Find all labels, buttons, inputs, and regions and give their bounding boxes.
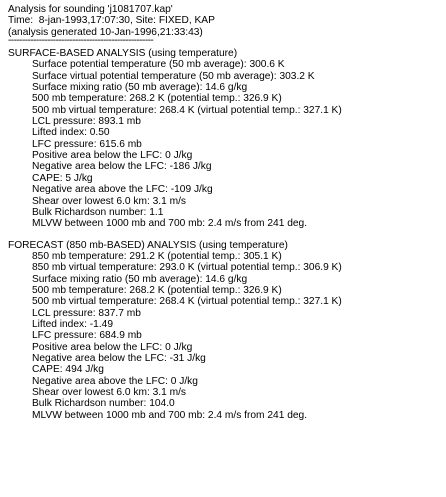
forecast-line: 850 mb temperature: 291.2 K (potential temp.: 305.1 K) [32, 250, 282, 262]
forecast-line: 500 mb virtual temperature: 268.4 K (virtual potential temp.: 327.1 K) [32, 296, 342, 308]
time-site-line: Time: 8-jan-1993,17:07:30, Site: FIXED, KAP [8, 15, 215, 27]
surface-line: Bulk Richardson number: 1.1 [32, 206, 164, 218]
surface-line: LCL pressure: 893.1 mb [32, 116, 141, 128]
forecast-line: Bulk Richardson number: 104.0 [32, 398, 175, 410]
separator-rule: ---------------------------------------------------- [8, 35, 154, 47]
surface-line: Shear over lowest 6.0 km: 3.1 m/s [32, 195, 187, 207]
surface-line: MLVW between 1000 mb and 700 mb: 2.4 m/s from 241 deg. [32, 218, 308, 230]
forecast-line: LCL pressure: 837.7 mb [32, 307, 141, 319]
analysis-report [8, 4, 444, 421]
surface-line: CAPE: 5 J/kg [32, 172, 93, 184]
forecast-line: Shear over lowest 6.0 km: 3.1 m/s [32, 387, 187, 398]
surface-line: 500 mb virtual temperature: 268.4 K (virtual potential temp.: 327.1 K) [32, 104, 342, 116]
surface-line: Lifted index: 0.50 [32, 127, 110, 139]
forecast-line: CAPE: 494 J/kg [32, 364, 104, 376]
forecast-line: Negative area above the LFC: 0 J/kg [32, 375, 198, 387]
surface-section [8, 59, 444, 229]
forecast-line: LFC pressure: 684.9 mb [32, 330, 142, 342]
forecast-line: 500 mb temperature: 268.2 K (potential temp.: 326.9 K) [32, 284, 282, 296]
surface-line: Negative area below the LFC: -186 J/kg [32, 161, 212, 173]
surface-line: LFC pressure: 615.6 mb [32, 138, 142, 150]
surface-line: Negative area above the LFC: -109 J/kg [32, 184, 213, 196]
surface-line: Positive area below the LFC: 0 J/kg [32, 150, 193, 162]
surface-heading: SURFACE-BASED ANALYSIS (using temperature) [8, 48, 238, 60]
forecast-line: Positive area below the LFC: 0 J/kg [32, 341, 193, 353]
forecast-line: Negative area below the LFC: -31 J/kg [32, 352, 206, 364]
surface-line: Surface virtual potential temperature (50 mb average): 303.2 K [32, 70, 315, 82]
forecast-heading: FORECAST (850 mb-BASED) ANALYSIS (using temperature) [8, 239, 288, 251]
section-gap [8, 230, 444, 240]
forecast-section [8, 251, 444, 421]
surface-line: 500 mb temperature: 268.2 K (potential temp.: 326.9 K) [32, 93, 282, 105]
generated-line: (analysis generated 10-Jan-1996,21:33:43) [8, 26, 203, 38]
forecast-line: MLVW between 1000 mb and 700 mb: 2.4 m/s from 241 deg. [32, 409, 308, 421]
surface-line: Surface mixing ratio (50 mb average): 14.6 g/kg [32, 82, 248, 94]
report-title: Analysis for sounding 'j1081707.kap' [8, 4, 173, 15]
forecast-line: Surface mixing ratio (50 mb average): 14.6 g/kg [32, 273, 248, 285]
surface-line: Surface potential temperature (50 mb average): 300.6 K [32, 59, 285, 71]
forecast-line: 850 mb virtual temperature: 293.0 K (virtual potential temp.: 306.9 K) [32, 262, 342, 274]
forecast-line: Lifted index: -1.49 [32, 318, 113, 330]
